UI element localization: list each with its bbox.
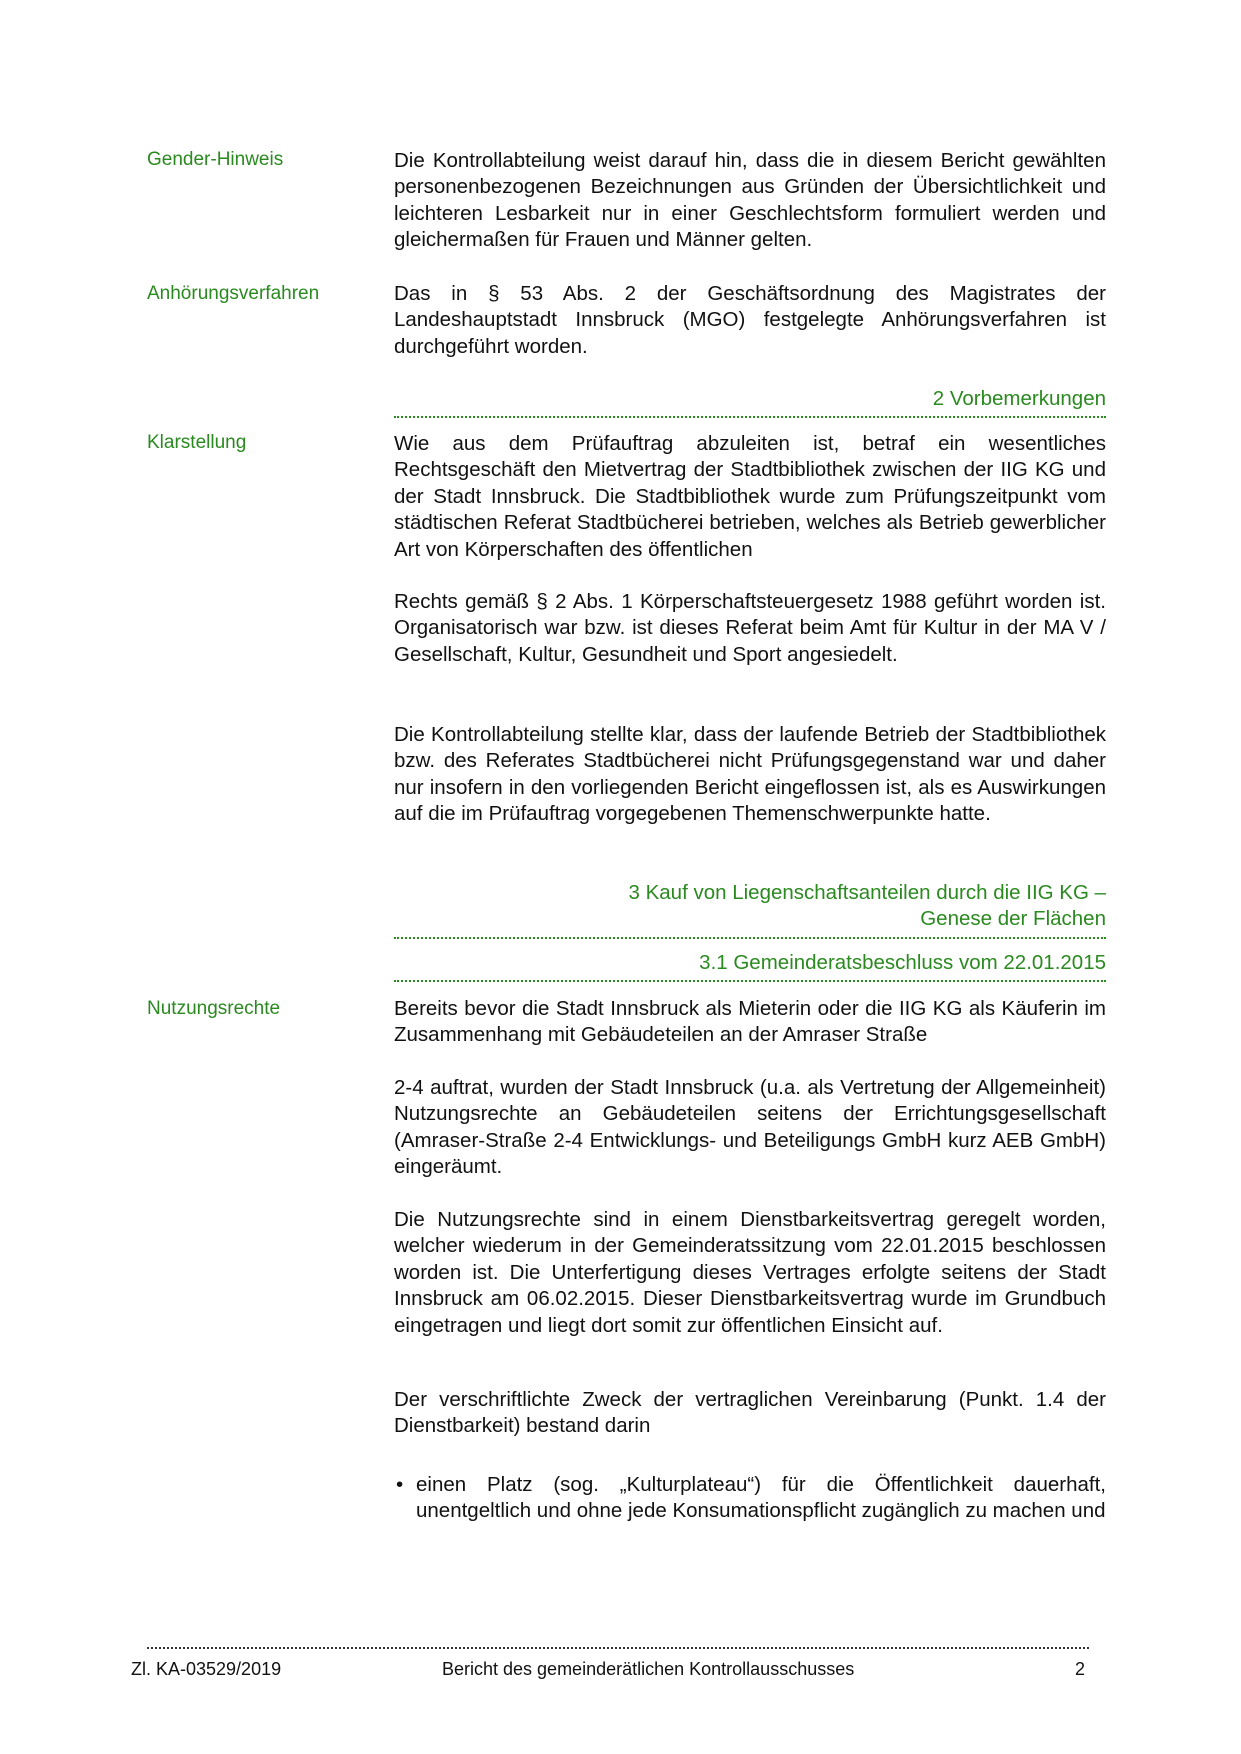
bullet-icon: • [396, 1473, 404, 1496]
list-item [394, 1472, 1106, 1525]
footer-reference: Zl. KA-03529/2019 [131, 1659, 282, 1679]
section-heading-2: 2 Vorbemerkungen [394, 386, 1106, 418]
list-item-text: einen Platz (sog. „Kulturplateau“) für die Öffentlichkeit dauerhaft, unentgeltlich und ohne jede Konsumationspflicht zugänglich zu machen und [416, 1473, 1106, 1523]
paragraph-nutzungsrechte-1b: 2-4 auftrat, wurden der Stadt Innsbruck (u.a. als Vertretung der Allgemeinheit) Nutzungsrechte an Gebäudeteilen seitens der Errichtungsgesellschaft (Amraser-Straße 2-4 Entwicklungs- und Beteiligungs GmbH kurz AEB GmbH) eingeräumt. [394, 1076, 1106, 1179]
paragraph-anhoerung: Das in § 53 Abs. 2 der Geschäftsordnung des Magistrates der Landeshauptstadt Innsbruck (MGO) festgelegte Anhörungsverfahren ist durchgeführt worden. [394, 282, 1106, 358]
section-heading-3-1: 3.1 Gemeinderatsbeschluss vom 22.01.2015 [394, 950, 1106, 982]
section-heading-3-line2: Genese der Flächen [920, 907, 1106, 931]
paragraph-nutzungsrechte-1a: Bereits bevor die Stadt Innsbruck als Mieterin oder die IIG KG als Käuferin im Zusammenhang mit Gebäudeteilen an der Amraser Straße [394, 997, 1106, 1047]
margin-label-anhoerung: Anhörungsverfahren [147, 283, 320, 304]
margin-label-gender: Gender-Hinweis [147, 149, 284, 170]
paragraph-klarstellung-2: Rechts gemäß § 2 Abs. 1 Körperschaftsteuergesetz 1988 geführt worden ist. Organisatorisch war bzw. ist dieses Referat beim Amt für Kultur in der MA V / Gesellschaft, Kultur, Gesundheit und Sport angesiedelt. [394, 590, 1106, 666]
section-heading-3-line1: 3 Kauf von Liegenschaftsanteilen durch die IIG KG – [628, 881, 1106, 904]
footer-title: Bericht des gemeinderätlichen Kontrollausschusses [442, 1659, 855, 1679]
margin-label-nutzungsrechte: Nutzungsrechte [147, 998, 281, 1019]
paragraph-nutzungsrechte-2: Die Nutzungsrechte sind in einem Dienstbarkeitsvertrag geregelt worden, welcher wiederum in der Gemeinderatssitzung vom 22.01.2015 beschlossen worden ist. Die Unterfertigung dieses Vertrages erfolgte seitens der Stadt Innsbruck am 06.02.2015. Dieser Dienstbarkeitsvertrag wurde im Grundbuch eingetragen und liegt dort somit zur öffentlichen Einsicht auf. [394, 1208, 1106, 1337]
paragraph-gender-note: Die Kontrollabteilung weist darauf hin, dass die in diesem Bericht gewählten personenbezogenen Bezeichnungen aus Gründen der Übersichtlichkeit und leichteren Lesbarkeit nur in einer Geschlechtsform formuliert werden und gleichermaßen für Frauen und Männer gelten. [394, 149, 1106, 252]
footer-divider [147, 1647, 1089, 1649]
paragraph-nutzungsrechte-3: Der verschriftlichte Zweck der vertraglichen Vereinbarung (Punkt. 1.4 der Dienstbarkeit) bestand darin [394, 1388, 1106, 1438]
paragraph-klarstellung-3: Die Kontrollabteilung stellte klar, dass der laufende Betrieb der Stadtbibliothek bzw. des Referates Stadtbücherei nicht Prüfungsgegenstand war und daher nur insofern in den vorliegenden Bericht eingeflossen ist, als es Auswirkungen auf die im Prüfauftrag vorgegebenen Themenschwerpunkte hatte. [394, 723, 1106, 826]
paragraph-klarstellung-1: Wie aus dem Prüfauftrag abzuleiten ist, betraf ein wesentliches Rechtsgeschäft den Mietvertrag der Stadtbibliothek zwischen der IIG KG und der Stadt Innsbruck. Die Stadtbibliothek wurde zum Prüfungszeitpunkt vom städtischen Referat Stadtbücherei betrieben, welches als Betrieb gewerblicher Art von Körperschaften des öffentlichen [394, 432, 1106, 561]
section-heading-3 [394, 880, 1106, 939]
margin-label-klarstellung: Klarstellung [147, 432, 247, 453]
footer-page-number: 2 [1075, 1659, 1086, 1679]
